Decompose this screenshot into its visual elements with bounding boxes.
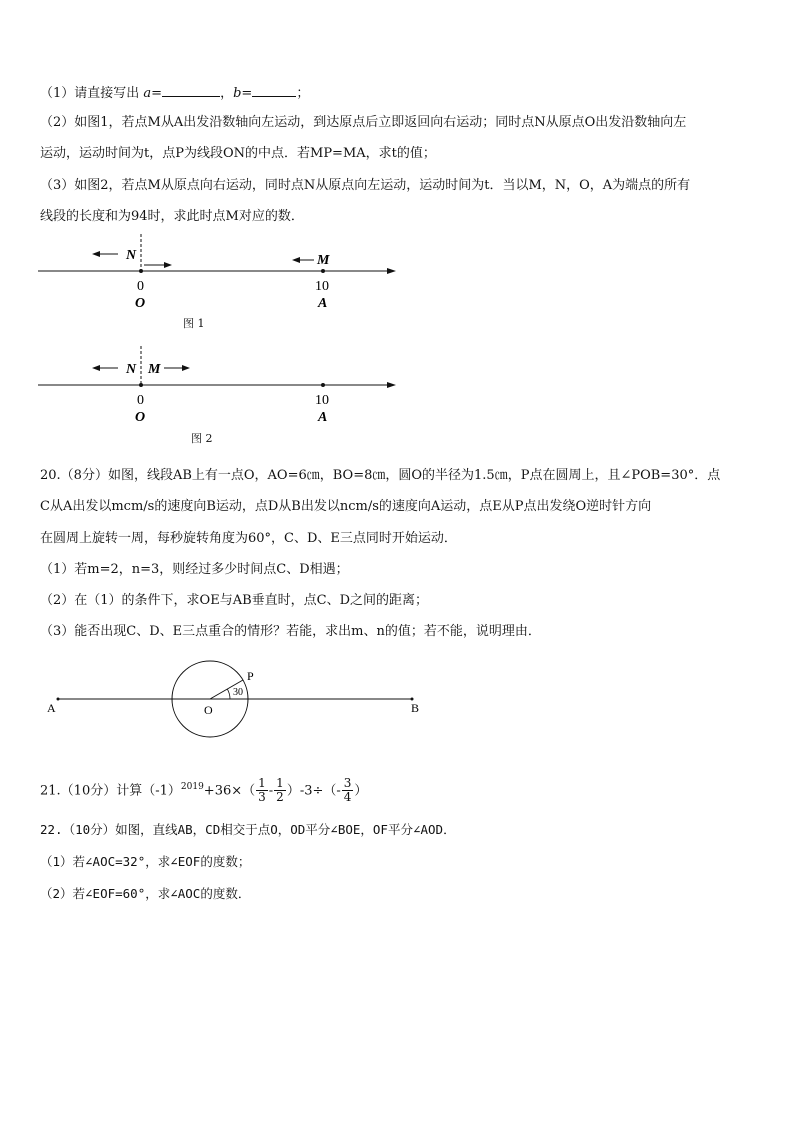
tick-label-10: 10 [315,279,329,294]
figure-2-caption: 图 2 [191,432,213,445]
q19-part2-line2: 运动，运动时间为t，点P为线段ON的中点．若MP=MA，求t的值； [40,146,436,161]
q21-end: ） [354,783,368,799]
angle-arc [227,689,230,699]
figure-1-caption: 图 1 [183,317,205,330]
arrow-left-n-head [92,251,100,257]
q20-sub3: （3）能否出现C、D、E三点重合的情形？若能，求出m、n的值；若不能，说明理由． [40,624,541,639]
q20-line2: C从A出发以mcm/s的速度向B运动，点D从B出发以ncm/s的速度向A运动，点E从P点出发绕O逆时针方向 [40,499,652,514]
label-a: A [318,410,328,425]
q22-sub1: （1）若∠AOC=32°，求∠EOF的度数； [40,854,251,869]
tick-label-0: 0 [137,393,144,408]
arrow-left-m-head [292,257,300,263]
denominator: 3 [258,790,266,805]
q22-line1: 22.（10分）如图，直线AB，CD相交于点O，OD平分∠BOE，OF平分∠AOD． [40,822,456,837]
q22-sub2: （2）若∠EOF=60°，求∠AOC的度数． [40,886,251,901]
label-n: N [126,248,137,263]
origin-point [139,269,143,273]
axis-arrowhead [387,382,396,388]
q19-part2-line1: （2）如图1，若点M从A出发沿数轴向左运动，到达原点后立即返回向右运动；同时点N从原点O出发沿数轴向左 [40,115,687,130]
angle-label: 30 [233,687,243,698]
tick-label-10: 10 [315,393,329,408]
tick-label-0: 0 [137,279,144,294]
denominator: 4 [343,790,352,805]
equals-sign: = [151,86,163,101]
q19-part1-end: ； [296,86,310,101]
figure-2-number-line [30,346,410,428]
endpoint-a [57,698,60,701]
q20-sub2: （2）在（1）的条件下，求OE与AB垂直时，点C、D之间的距离； [40,593,429,608]
label-o: O [135,296,146,311]
arrow-right-p-head [164,262,172,268]
q19-part3-line2: 线段的长度和为94时，求此时点M对应的数． [40,209,304,224]
q19-part1 [40,84,760,102]
figure-3-circle-segment [40,660,440,744]
denominator: 2 [276,790,284,805]
label-n: N [126,362,137,377]
label-b: B [411,701,420,715]
numerator: 1 [258,776,266,791]
point-a [321,383,325,387]
q19-part3-line1: （3）如图2，若点M从原点向右运动，同时点N从原点向左运动，运动时间为t．当以M，N，O，A为端点的所有 [40,178,691,193]
figure-1-number-line [30,232,410,312]
q19-part1-prefix: （1）请直接写出 [40,86,144,101]
label-o: O [204,703,213,717]
exponent: 2019 [180,782,204,792]
label-o: O [135,410,146,425]
numerator: 3 [343,776,352,791]
var-b: b [233,86,242,101]
equals-sign: = [241,86,253,101]
numerator: 1 [276,776,284,791]
answer-blank-b[interactable] [252,84,296,97]
label-m: M [148,362,161,377]
axis-arrowhead [387,268,396,274]
label-m: M [317,253,330,268]
origin-point [139,383,143,387]
fraction-one-third [256,777,268,804]
fraction-one-half [274,777,286,804]
separator: ， [220,86,234,101]
point-a [321,269,325,273]
answer-blank-a[interactable] [162,84,220,97]
label-a: A [318,296,328,311]
q20-line3: 在圆周上旋转一周，每秒旋转角度为60°，C、D、E三点同时开始运动． [40,531,457,546]
label-a: A [47,701,56,715]
q21-expression [40,770,760,804]
label-p: P [247,669,254,683]
arrow-left-n-head [92,365,100,371]
var-a: a [143,86,152,101]
q21-mid: +36×（ [203,783,256,799]
q21-prefix: 21.（10分）计算（-1） [40,783,181,799]
q21-mid2: ）-3÷（- [286,783,341,799]
minus-sign: - [268,783,274,799]
fraction-three-quarters [342,777,354,804]
q20-sub1: （1）若m=2，n=3，则经过多少时间点C、D相遇； [40,562,349,577]
arrow-right-m-head [182,365,190,371]
q20-line1: 20.（8分）如图，线段AB上有一点O，AO=6㎝，BO=8㎝，圆O的半径为1.5㎝，P点在圆周上，且∠POB=30°．点 [40,468,721,483]
